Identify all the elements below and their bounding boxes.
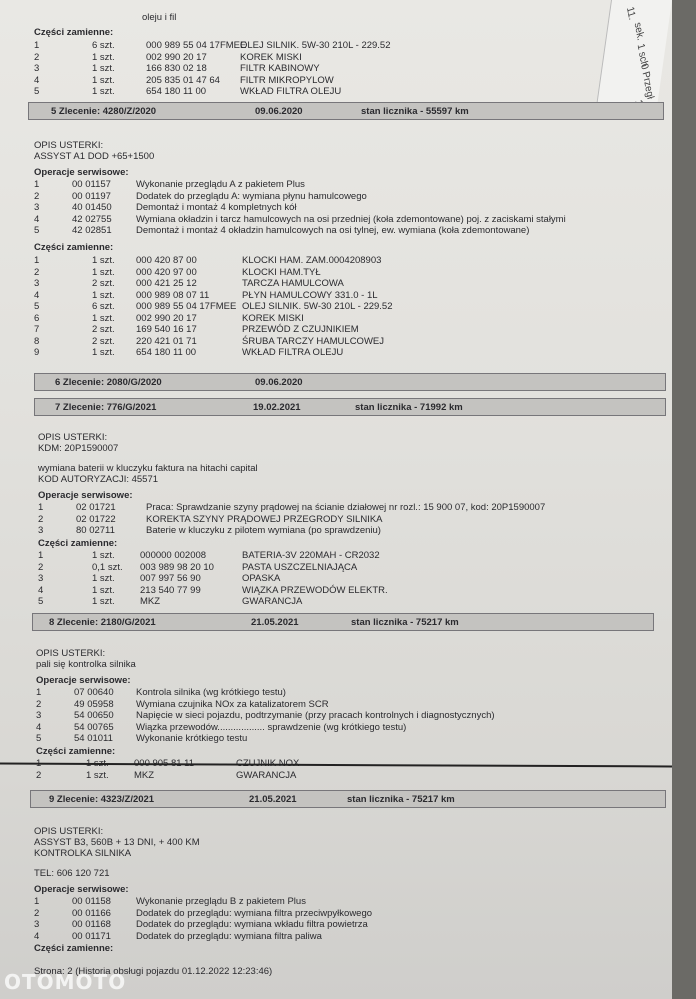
part-name: FILTR KABINOWY [240, 63, 320, 74]
part-n: 3 [34, 63, 40, 74]
part-q: 1 szt. [92, 550, 115, 561]
part-q: 1 szt. [92, 63, 115, 74]
odometer: stan licznika - 55597 km [361, 106, 469, 117]
part-code: 654 180 11 00 [136, 347, 197, 358]
op-code: 42 02851 [72, 225, 112, 236]
part-code: MKZ [134, 769, 155, 781]
part-q: 2 szt. [92, 278, 115, 289]
part-n: 6 [34, 312, 40, 324]
part-code: 205 835 01 47 64 [146, 74, 220, 86]
ops-header: Operacje serwisowe: [34, 884, 129, 895]
op-text: Wiązka przewodów.................. sprawdzenie (wg krótkiego testu) [136, 721, 407, 733]
fault-label: OPIS USTERKI: [34, 826, 104, 837]
part-name: BATERIA-3V 220MAH - CR2032 [242, 550, 380, 561]
odometer: stan licznika - 75217 km [347, 794, 455, 805]
part-code: 169 540 16 17 [136, 324, 197, 335]
op-text: Wykonanie przeglądu B z pakietem Plus [136, 896, 306, 907]
order-number: 7 Zlecenie: 776/G/2021 [55, 402, 157, 413]
part-name: GWARANCJA [242, 596, 303, 607]
order-bar-5 [28, 102, 664, 120]
part-q: 1 szt. [92, 74, 115, 86]
part-name: PRZEWÓD Z CZUJNIKIEM [242, 324, 359, 335]
part-name: OPASKA [242, 573, 281, 584]
op-text: Baterie w kluczyku z pilotem wymiana (po sprawdzeniu) [146, 525, 381, 536]
part-code: 166 830 02 18 [146, 63, 207, 74]
op-text: Demontaż i montaż 4 kompletnych kół [136, 202, 297, 213]
op-code: 02 01721 [76, 502, 116, 513]
fault-desc: ASSYST B3, 560B + 13 DNI, + 400 KM [34, 837, 200, 848]
op-n: 3 [36, 710, 42, 721]
op-n: 3 [34, 919, 40, 930]
op-text: Dodatek do przeglądu: wymiana filtra paliwa [136, 930, 322, 942]
part-code: 002 990 20 17 [146, 51, 207, 63]
ops-header: Operacje serwisowe: [34, 167, 129, 178]
part-name: WIĄZKA PRZEWODÓW ELEKTR. [242, 584, 388, 596]
op-text: Demontaż i montaż 4 okładzin hamulcowych na osi tylnej, ew. wymiana (koła zdemontowane) [136, 225, 530, 236]
part-n: 5 [34, 301, 40, 312]
fault-desc: pali się kontrolka silnika [36, 659, 136, 670]
part-code: 000 989 55 04 17FMEE [146, 40, 247, 51]
op-code: 00 01158 [72, 896, 111, 907]
part-code: 654 180 11 00 [146, 86, 207, 97]
order-number: 5 Zlecenie: 4280/Z/2020 [51, 106, 157, 117]
op-text: Kontrola silnika (wg krótkiego testu) [136, 687, 286, 698]
part-name: FILTR MIKROPYLOW [240, 74, 334, 86]
page-footer: Strona: 2 (Historia obsługi pojazdu 01.12.2022 12:23:46) [34, 966, 273, 977]
part-q: 2 szt. [92, 335, 115, 347]
op-text: Dodatek do przeglądu: wymiana wkładu filtra powietrza [136, 919, 368, 930]
ops-header: Operacje serwisowe: [36, 675, 131, 686]
part-code: 000 421 25 12 [136, 278, 197, 289]
op-n: 2 [34, 190, 40, 202]
part-n: 1 [38, 550, 44, 561]
edge-note-text: 11. [624, 5, 638, 22]
watermark-logo: OTOMOTO [4, 970, 127, 994]
op-n: 5 [36, 733, 42, 744]
part-q: 1 szt. [92, 266, 115, 278]
part-name: ŚRUBA TARCZY HAMULCOWEJ [242, 335, 384, 347]
part-name: OLEJ SILNIK. 5W-30 210L - 229.52 [240, 40, 391, 51]
op-n: 2 [34, 907, 40, 919]
order-date: 09.06.2020 [255, 106, 303, 117]
op-n: 3 [34, 202, 40, 213]
part-q: 0,1 szt. [92, 561, 123, 573]
part-n: 2 [34, 266, 40, 278]
part-n: 9 [34, 347, 40, 358]
part-q: 1 szt. [92, 255, 115, 266]
ops-header: Operacje serwisowe: [38, 490, 133, 501]
op-code: 00 01171 [72, 930, 111, 942]
op-n: 1 [38, 502, 44, 513]
part-name: GWARANCJA [236, 769, 297, 781]
op-code: 54 00650 [74, 710, 114, 721]
part-q: 1 szt. [92, 289, 115, 301]
op-text: Wymiana czujnika NOx za katalizatorem SCR [136, 698, 329, 710]
odometer: stan licznika - 71992 km [355, 402, 463, 413]
part-n: 4 [34, 74, 40, 86]
op-code: 00 01168 [72, 919, 111, 930]
part-q: 1 szt. [92, 312, 115, 324]
parts-header: Części zamienne: [38, 538, 118, 549]
order-bar-6 [34, 373, 666, 391]
order-date: 21.05.2021 [251, 617, 299, 628]
edge-note-text: sek. [631, 21, 646, 42]
op-text: KOREKTA SZYNY PRĄDOWEJ PRZEGRODY SILNIKA [146, 513, 383, 525]
part-q: 1 szt. [92, 86, 115, 97]
part-q: 1 szt. [92, 51, 115, 63]
note-text: wymiana baterii w kluczyku faktura na hitachi capital [38, 463, 258, 474]
note-text: KOD AUTORYZACJI: 45571 [38, 474, 159, 485]
op-n: 5 [34, 225, 40, 236]
fault-desc: KDM: 20P1590007 [38, 443, 119, 454]
part-code: 000000 002008 [140, 550, 207, 561]
part-name: TARCZA HAMULCOWA [242, 278, 344, 289]
op-code: 42 02755 [72, 213, 112, 225]
op-text: Wymiana okładzin i tarcz hamulcowych na osi przedniej (koła zdemontowane) poj. z zaciskami stałymi [136, 213, 566, 225]
part-name: WKŁAD FILTRA OLEJU [240, 86, 342, 97]
op-code: 07 00640 [74, 687, 114, 698]
order-bar-8 [32, 613, 654, 631]
part-code: 003 989 98 20 10 [140, 561, 214, 573]
part-name: WKŁAD FILTRA OLEJU [242, 347, 344, 358]
part-code: 213 540 77 99 [140, 584, 201, 596]
part-n: 4 [34, 289, 40, 301]
order-date: 09.06.2020 [255, 377, 303, 388]
op-n: 4 [34, 930, 40, 942]
op-code: 54 00765 [74, 721, 114, 733]
part-name: KOREK MISKI [240, 51, 302, 63]
part-code: 002 990 20 17 [136, 312, 197, 324]
op-code: 00 01157 [72, 179, 111, 190]
part-n: 4 [38, 584, 44, 596]
part-n: 3 [38, 573, 44, 584]
parts-header: Części zamienne: [34, 943, 114, 954]
op-text: Praca: Sprawdzanie szyny prądowej na ścianie działowej nr rozl.: 15 900 07, kod: 20P1590007 [146, 502, 546, 513]
op-code: 54 01011 [74, 733, 113, 744]
fault-label: OPIS USTERKI: [38, 432, 108, 443]
part-n: 8 [34, 335, 40, 347]
op-text: Dodatek do przeglądu: wymiana filtra przeciwpyłkowego [136, 907, 373, 919]
op-code: 00 01166 [72, 907, 111, 919]
op-n: 2 [38, 513, 44, 525]
part-q: 6 szt. [92, 40, 115, 51]
part-q: 1 szt. [92, 596, 115, 607]
phone-number: TEL: 606 120 721 [34, 868, 110, 879]
part-n: 1 [34, 40, 40, 51]
order-number: 8 Zlecenie: 2180/G/2021 [49, 617, 156, 628]
op-text: Wykonanie krótkiego testu [136, 733, 248, 744]
part-name: PASTA USZCZELNIAJĄCA [242, 561, 358, 573]
order-bar-7 [34, 398, 666, 416]
top-fragment: oleju i fil [142, 12, 177, 23]
edge-note-text: 0 Przegł [638, 62, 656, 101]
fault-desc: KONTROLKA SILNIKA [34, 848, 132, 859]
part-name: KOREK MISKI [242, 312, 304, 324]
part-name: PŁYN HAMULCOWY 331.0 - 1L [242, 289, 378, 301]
part-name: KLOCKI HAM. ZAM.0004208903 [242, 255, 382, 266]
order-date: 21.05.2021 [249, 794, 297, 805]
parts-header: Części zamienne: [34, 242, 114, 253]
part-q: 1 szt. [92, 347, 115, 358]
part-code: 007 997 56 90 [140, 573, 201, 584]
part-n: 2 [36, 769, 42, 781]
op-n: 1 [36, 687, 42, 698]
op-n: 4 [34, 213, 40, 225]
order-bar-9 [30, 790, 666, 808]
op-n: 3 [38, 525, 44, 536]
op-code: 00 01197 [72, 190, 111, 202]
part-q: 6 szt. [92, 301, 115, 312]
part-n: 5 [38, 596, 44, 607]
part-code: 000 989 55 04 17FMEE [136, 301, 237, 312]
part-n: 5 [34, 86, 40, 97]
order-number: 9 Zlecenie: 4323/Z/2021 [49, 794, 155, 805]
part-q: 1 szt. [86, 769, 109, 781]
op-n: 1 [34, 896, 40, 907]
parts-header: Części zamienne: [36, 746, 116, 757]
part-code: MKZ [140, 596, 161, 607]
op-n: 1 [34, 179, 40, 190]
order-date: 19.02.2021 [253, 402, 301, 413]
op-code: 02 01722 [76, 513, 116, 525]
op-text: Wykonanie przeglądu A z pakietem Plus [136, 179, 305, 190]
part-q: 1 szt. [92, 584, 115, 596]
op-text: Dodatek do przeglądu A: wymiana płynu hamulcowego [136, 190, 367, 202]
parts-header: Części zamienne: [34, 27, 114, 38]
part-code: 000 989 08 07 11 [136, 289, 210, 301]
edge-note-text: 1 sch [634, 42, 650, 69]
part-n: 2 [34, 51, 40, 63]
op-code: 40 01450 [72, 202, 112, 213]
op-text: Napięcie w sieci pojazdu, podtrzymanie (przy pracach kontrolnych i diagnostycznych) [136, 710, 495, 721]
order-number: 6 Zlecenie: 2080/G/2020 [55, 377, 162, 388]
op-n: 4 [36, 721, 42, 733]
part-code: 000 420 97 00 [136, 266, 197, 278]
odometer: stan licznika - 75217 km [351, 617, 459, 628]
op-code: 49 05958 [74, 698, 114, 710]
part-q: 2 szt. [92, 324, 115, 335]
part-n: 7 [34, 324, 40, 335]
part-code: 220 421 01 71 [136, 335, 197, 347]
part-n: 3 [34, 278, 40, 289]
part-n: 2 [38, 561, 44, 573]
part-name: KLOCKI HAM.TYŁ [242, 266, 321, 278]
fault-label: OPIS USTERKI: [36, 648, 106, 659]
part-n: 1 [34, 255, 40, 266]
fault-label: OPIS USTERKI: [34, 140, 104, 151]
op-n: 2 [36, 698, 42, 710]
part-code: 000 420 87 00 [136, 255, 197, 266]
op-code: 80 02711 [76, 525, 115, 536]
part-q: 1 szt. [92, 573, 115, 584]
fault-desc: ASSYST A1 DOD +65+1500 [34, 151, 155, 162]
part-name: OLEJ SILNIK. 5W-30 210L - 229.52 [242, 301, 393, 312]
